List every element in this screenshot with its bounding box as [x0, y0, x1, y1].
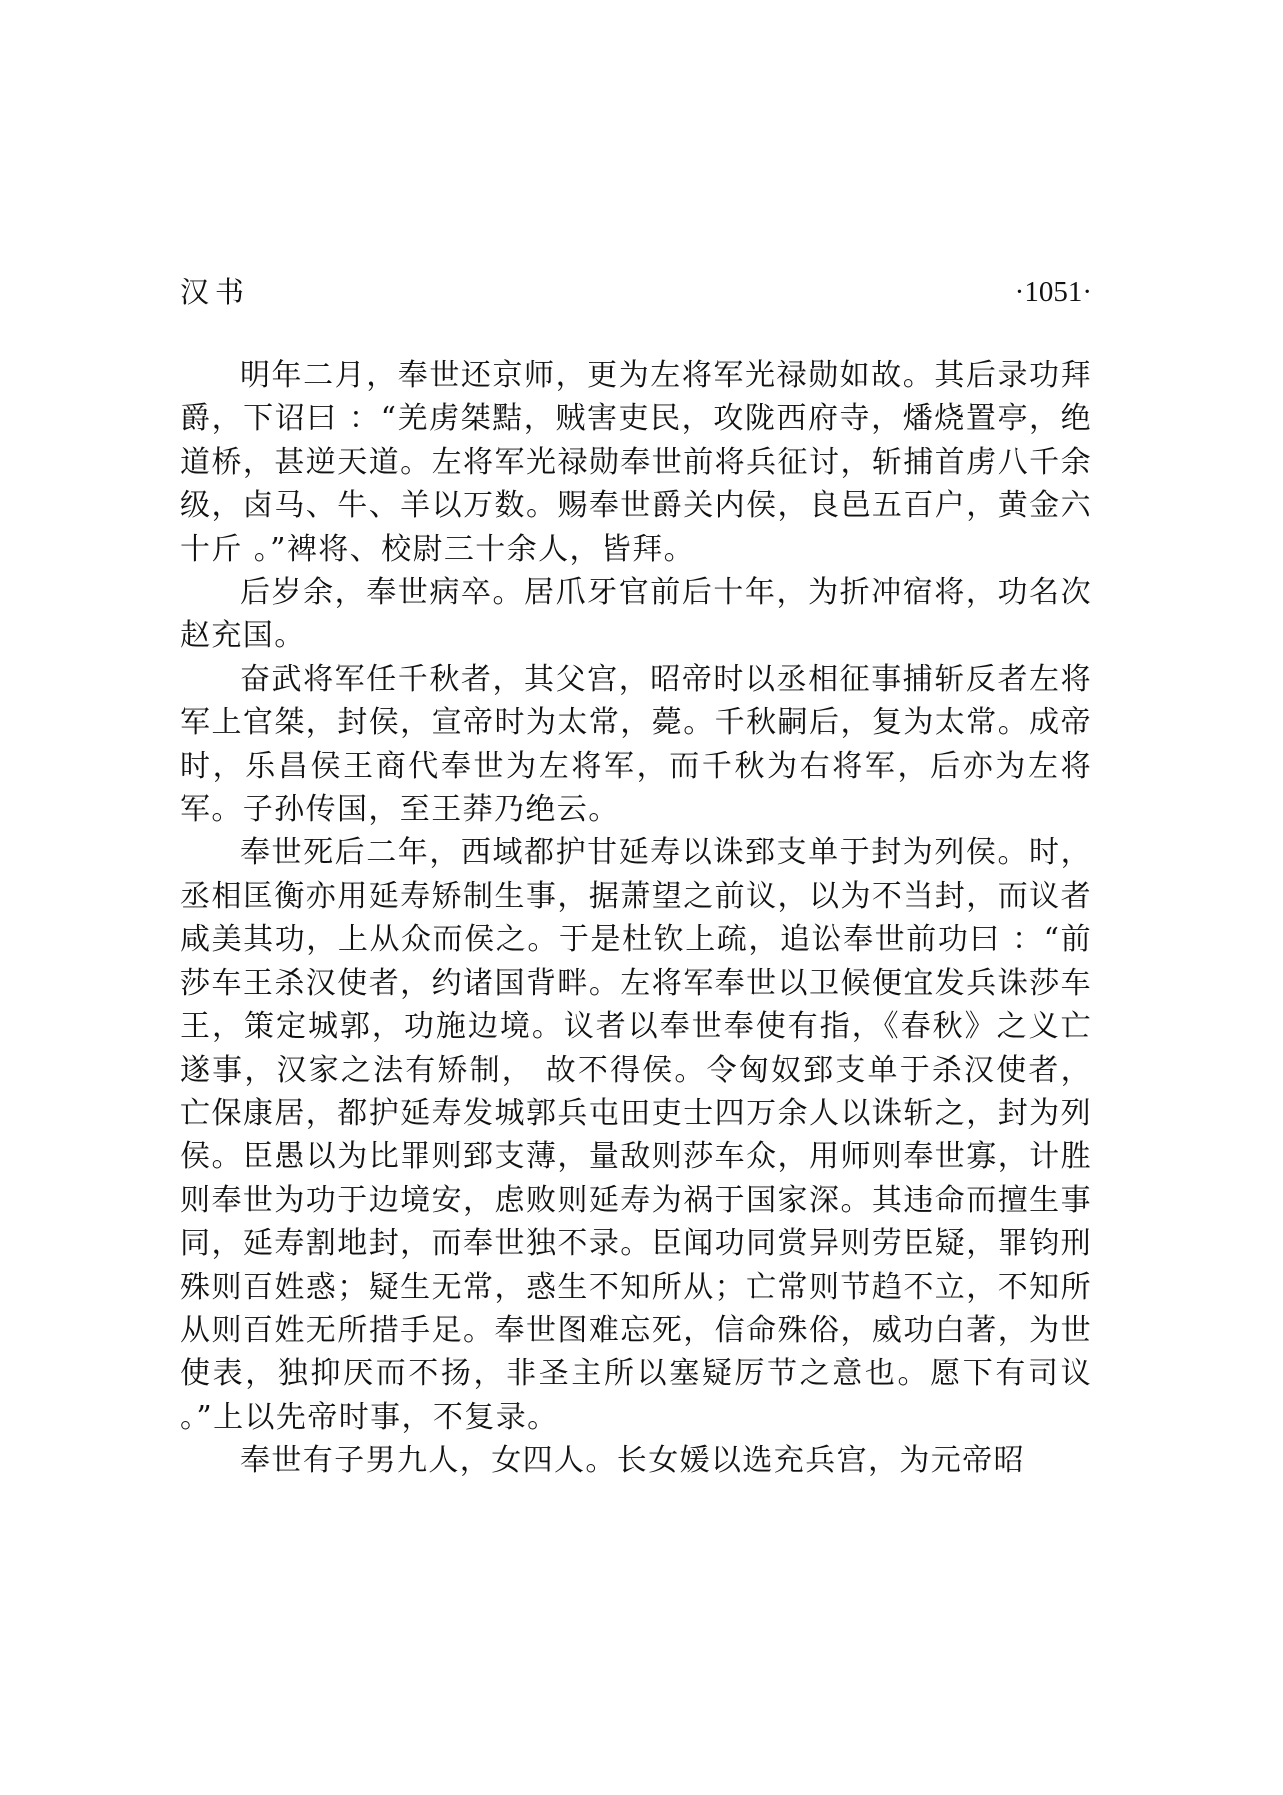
- paragraph: 奉世死后二年，西域都护甘延寿以诛郅支单于封为列侯。时，丞相匡衡亦用延寿矫制生事，据萧望之前议，以为不当封，而议者咸美其功，上从众而侯之。于是杜钦上疏，追讼奉世前功曰 ：“前莎车王杀汉使者，约诸国背畔。左将军奉世以卫候便宜发兵诛莎车王，策定城郭，功施边境。议者以奉世奉使有指，《春秋》之义亡遂事，汉家之法有矫制， 故不得侯。令匈奴郅支单于杀汉使者，亡保康居，都护延寿发城郭兵屯田吏士四万余人以诛斩之，封为列侯。臣愚以为比罪则郅支薄，量敌则莎车众，用师则奉世寡，计胜则奉世为功于边境安，虑败则延寿为祸于国家深。其违命而擅生事同，延寿割地封，而奉世独不录。臣闻功同赏异则劳臣疑，罪钧刑殊则百姓惑；疑生无常，惑生不知所从；亡常则节趋不立，不知所从则百姓无所措手足。奉世图难忘死，信命殊俗，威功白著，为世使表，独抑厌而不扬，非圣主所以塞疑厉节之意也。愿下有司议 。”上以先帝时事，不复录。: [180, 835, 1092, 1435]
- book-title: 汉书: [180, 275, 251, 309]
- paragraph: 明年二月，奉世还京师，更为左将军光禄勋如故。其后录功拜爵，下诏曰 ：“羌虏桀黠，贼害吏民，攻陇西府寺，燔烧置亭，绝道桥，甚逆天道。左将军光禄勋奉世前将兵征讨，斩捕首虏八千余级，卤马、牛、羊以万数。赐奉世爵关内侯，良邑五百户，黄金六十斤 。”裨将、校尉三十余人，皆拜。: [180, 358, 1092, 567]
- paragraph: 后岁余，奉世病卒。居爪牙官前后十年，为折冲宿将，功名次赵充国。: [180, 575, 1092, 654]
- page-number: ·1051·: [1014, 276, 1092, 308]
- paragraph: 奉世有子男九人，女四人。长女媛以选充兵宫，为元帝昭: [240, 1443, 1025, 1479]
- page-header: [180, 268, 1092, 316]
- body-text: [180, 354, 1092, 1483]
- paragraph: 奋武将军任千秋者，其父宫，昭帝时以丞相征事捕斩反者左将军上官桀，封侯，宣帝时为太常，薨。千秋嗣后，复为太常。成帝时，乐昌侯王商代奉世为左将军，而千秋为右将军，后亦为左将军。子孙传国，至王莽乃绝云。: [180, 661, 1092, 828]
